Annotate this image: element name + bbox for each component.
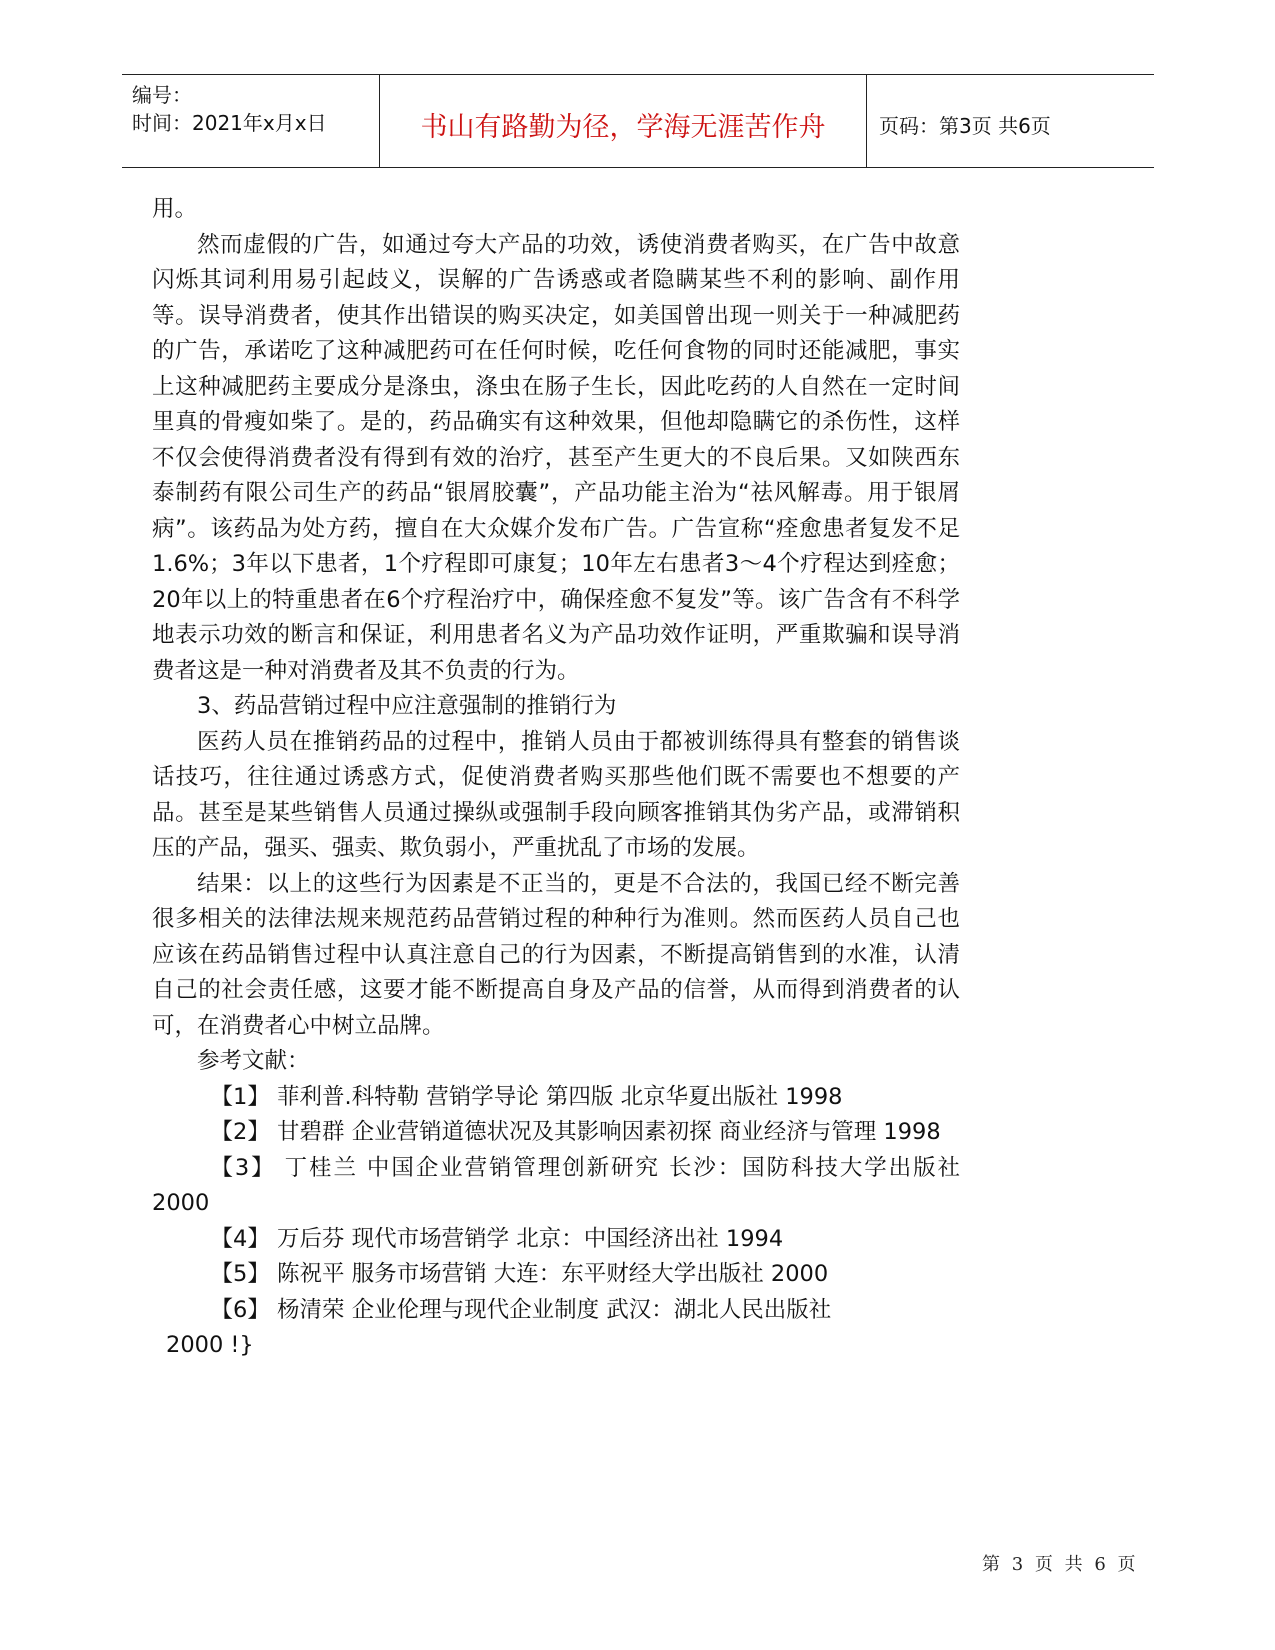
page-footer: 第 3 页 共 6 页 <box>982 1554 1136 1575</box>
paragraph-false-advertising: 然而虚假的广告，如通过夸大产品的功效，诱使消费者购买，在广告中故意闪烁其词利用易引起歧义，误解的广告诱惑或者隐瞒某些不利的影响、副作用等。误导消费者，使其作出错误的购买决定，如美国曾出现一则关于一种减肥药的广告，承诺吃了这种减肥药可在任何时候，吃任何食物的同时还能减肥，事实上这种减肥药主要成分是涤虫，涤虫在肠子生长，因此吃药的人自然在一定时间里真的骨瘦如柴了。是的，药品确实有这种效果，但他却隐瞒它的杀伤性，这样不仅会使得消费者没有得到有效的治疗，甚至产生更大的不良后果。又如陕西东泰制药有限公司生产的药品“银屑胶囊”，产品功能主治为“祛风解毒。用于银屑病”。该药品为处方药，擅自在大众媒介发布广告。广告宣称“痊愈患者复发不足1.6%；3年以下患者，1个疗程即可康复；10年左右患者3～4个疗程达到痊愈；20年以上的特重患者在6个疗程治疗中，确保痊愈不复发”等。该广告含有不科学地表示功效的断言和保证，利用患者名义为产品功效作证明，严重欺骗和误导消费者这是一种对消费者及其不负责的行为。 <box>152 231 960 684</box>
reference-item: 【6】 杨清荣 企业伦理与现代企业制度 武汉：湖北人民出版社 <box>210 1296 832 1323</box>
header-motto: 书山有路勤为径，学海无涯苦作舟 <box>380 75 867 167</box>
reference-item: 【2】 甘碧群 企业营销道德状况及其影响因素初探 商业经济与管理 1998 <box>210 1119 941 1145</box>
continuation-text: 用。 <box>152 196 198 222</box>
page-header <box>122 74 1154 168</box>
header-page-label: 页码：第3页 共6页 <box>879 113 1051 138</box>
document-time-label: 时间：2021年x月x日 <box>132 111 327 135</box>
references-heading: 参考文献： <box>197 1048 310 1074</box>
reference-tail: 2000 !} <box>166 1332 254 1358</box>
document-body <box>152 192 960 1364</box>
paragraph-conclusion: 结果：以上的这些行为因素是不正当的，更是不合法的，我国已经不断完善很多相关的法律法规来规范药品营销过程的种种行为准则。然而医药人员自己也应该在药品销售过程中认真注意自己的行为因素，不断提高销售到的水准，认清自己的社会责任感，这要才能不断提高自身及产品的信誉，从而得到消费者的认可，在消费者心中树立品牌。 <box>152 870 960 1039</box>
reference-item: 【5】 陈祝平 服务市场营销 大连：东平财经大学出版社 2000 <box>210 1261 829 1287</box>
reference-item: 【4】 万后芬 现代市场营销学 北京：中国经济出社 1994 <box>210 1225 784 1252</box>
header-meta <box>122 75 380 167</box>
document-number-label: 编号： <box>132 83 192 107</box>
paragraph-forced-sales: 医药人员在推销药品的过程中，推销人员由于都被训练得具有整套的销售谈话技巧，往往通过诱惑方式，促使消费者购买那些他们既不需要也不想要的产品。甚至是某些销售人员通过操纵或强制手段向顾客推销其伪劣产品，或滞销积压的产品，强买、强卖、欺负弱小，严重扰乱了市场的发展。 <box>152 728 960 861</box>
reference-item: 【3】 丁桂兰 中国企业营销管理创新研究 长沙：国防科技大学出版社 2000 <box>152 1154 960 1216</box>
section-heading: 3、药品营销过程中应注意强制的推销行为 <box>197 693 617 719</box>
reference-item: 【1】 菲利普.科特勒 营销学导论 第四版 北京华夏出版社 1998 <box>210 1083 843 1110</box>
